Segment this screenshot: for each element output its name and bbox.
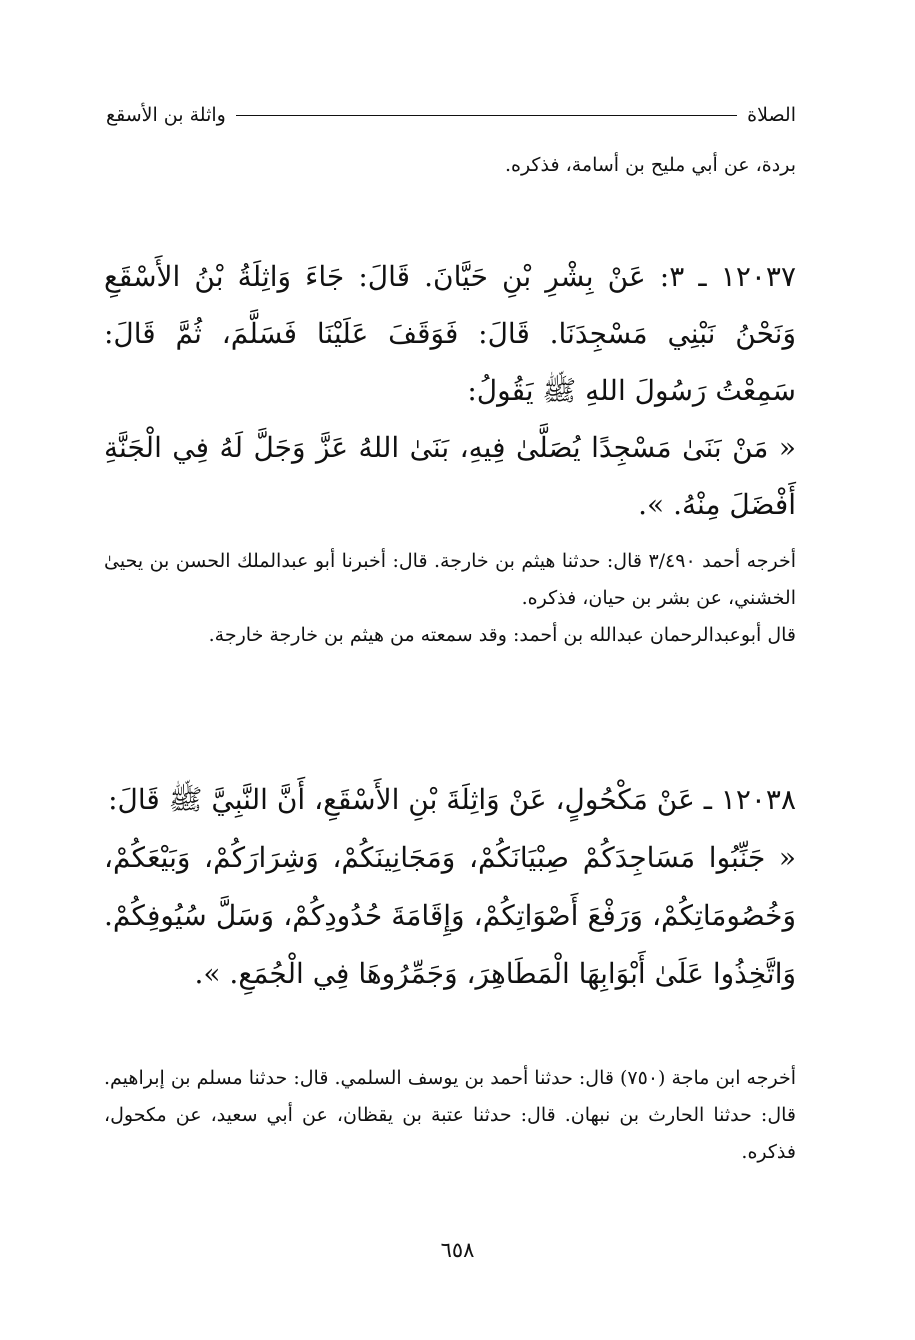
hadith-12037-takhrij-2: قال أبوعبدالرحمان عبدالله بن أحمد: وقد سمعته من هيثم بن خارجة خارجة. — [208, 624, 796, 646]
hadith-12037-block — [104, 248, 796, 533]
header-section-title: واثلة بن الأسقع — [106, 104, 226, 126]
continuation-paragraph: بردة، عن أبي مليح بن أسامة، فذكره. — [504, 154, 796, 176]
header-chapter-title: الصلاة — [747, 104, 796, 126]
hadith-12037-text: ١٢٠٣٧ ـ ٣: عَنْ بِشْرِ بْنِ حَيَّانَ. قَالَ: جَاءَ وَاثِلَةُ بْنُ الأَسْقَعِ وَنَحْنُ نَبْنِي مَسْجِدَنَا. قَالَ: فَوَقَفَ عَلَيْنَا فَسَلَّمَ، ثُمَّ قَالَ: سَمِعْتُ رَسُولَ اللهِ ﷺ يَقُولُ: — [104, 260, 796, 407]
hadith-12038-takhrij-block — [104, 1060, 796, 1171]
hadith-12038-takhrij: أخرجه ابن ماجة (٧٥٠) قال: حدثنا أحمد بن يوسف السلمي. قال: حدثنا مسلم بن إبراهيم. قال: حدثنا الحارث بن نبهان. قال: حدثنا عتبة بن يقظان، عن أبي سعيد، عن مكحول، فذكره. — [104, 1067, 796, 1163]
continuation-text-block — [104, 147, 796, 184]
hadith-12038-text: ١٢٠٣٨ ـ عَنْ مَكْحُولٍ، عَنْ وَاثِلَةَ بْنِ الأَسْقَعِ، أَنَّ النَّبِيَّ ﷺ قَالَ: — [108, 783, 796, 816]
hadith-12037-takhrij-1: أخرجه أحمد ٣/٤٩٠ قال: حدثنا هيثم بن خارجة. قال: أخبرنا أبو عبدالملك الحسن بن يحيىٰ الخشني، عن بشر بن حيان، فذكره. — [104, 550, 797, 609]
running-header — [106, 100, 796, 130]
header-rule — [236, 115, 737, 116]
hadith-12037-takhrij-block — [104, 543, 796, 654]
hadith-12038-block — [104, 771, 796, 1003]
hadith-12038-quote: « جَنِّبُوا مَسَاجِدَكُمْ صِبْيَانَكُمْ، وَمَجَانِينَكُمْ، وَشِرَارَكُمْ، وَبَيْعَكُمْ، وَخُصُومَاتِكُمْ، وَرَفْعَ أَصْوَاتِكُمْ، وَإِقَامَةَ حُدُودِكُمْ، وَسَلَّ سُيُوفِكُمْ. وَاتَّخِذُوا عَلَىٰ أَبْوَابِهَا الْمَطَاهِرَ، وَجَمِّرُوهَا فِي الْجُمَعِ. ». — [104, 841, 796, 990]
page-number: ٦٥٨ — [440, 1238, 475, 1262]
hadith-12037-quote: « مَنْ بَنَىٰ مَسْجِدًا يُصَلَّىٰ فِيهِ، بَنَىٰ اللهُ عَزَّ وَجَلَّ لَهُ فِي الْجَنَّةِ أَفْضَلَ مِنْهُ. ». — [104, 431, 796, 521]
